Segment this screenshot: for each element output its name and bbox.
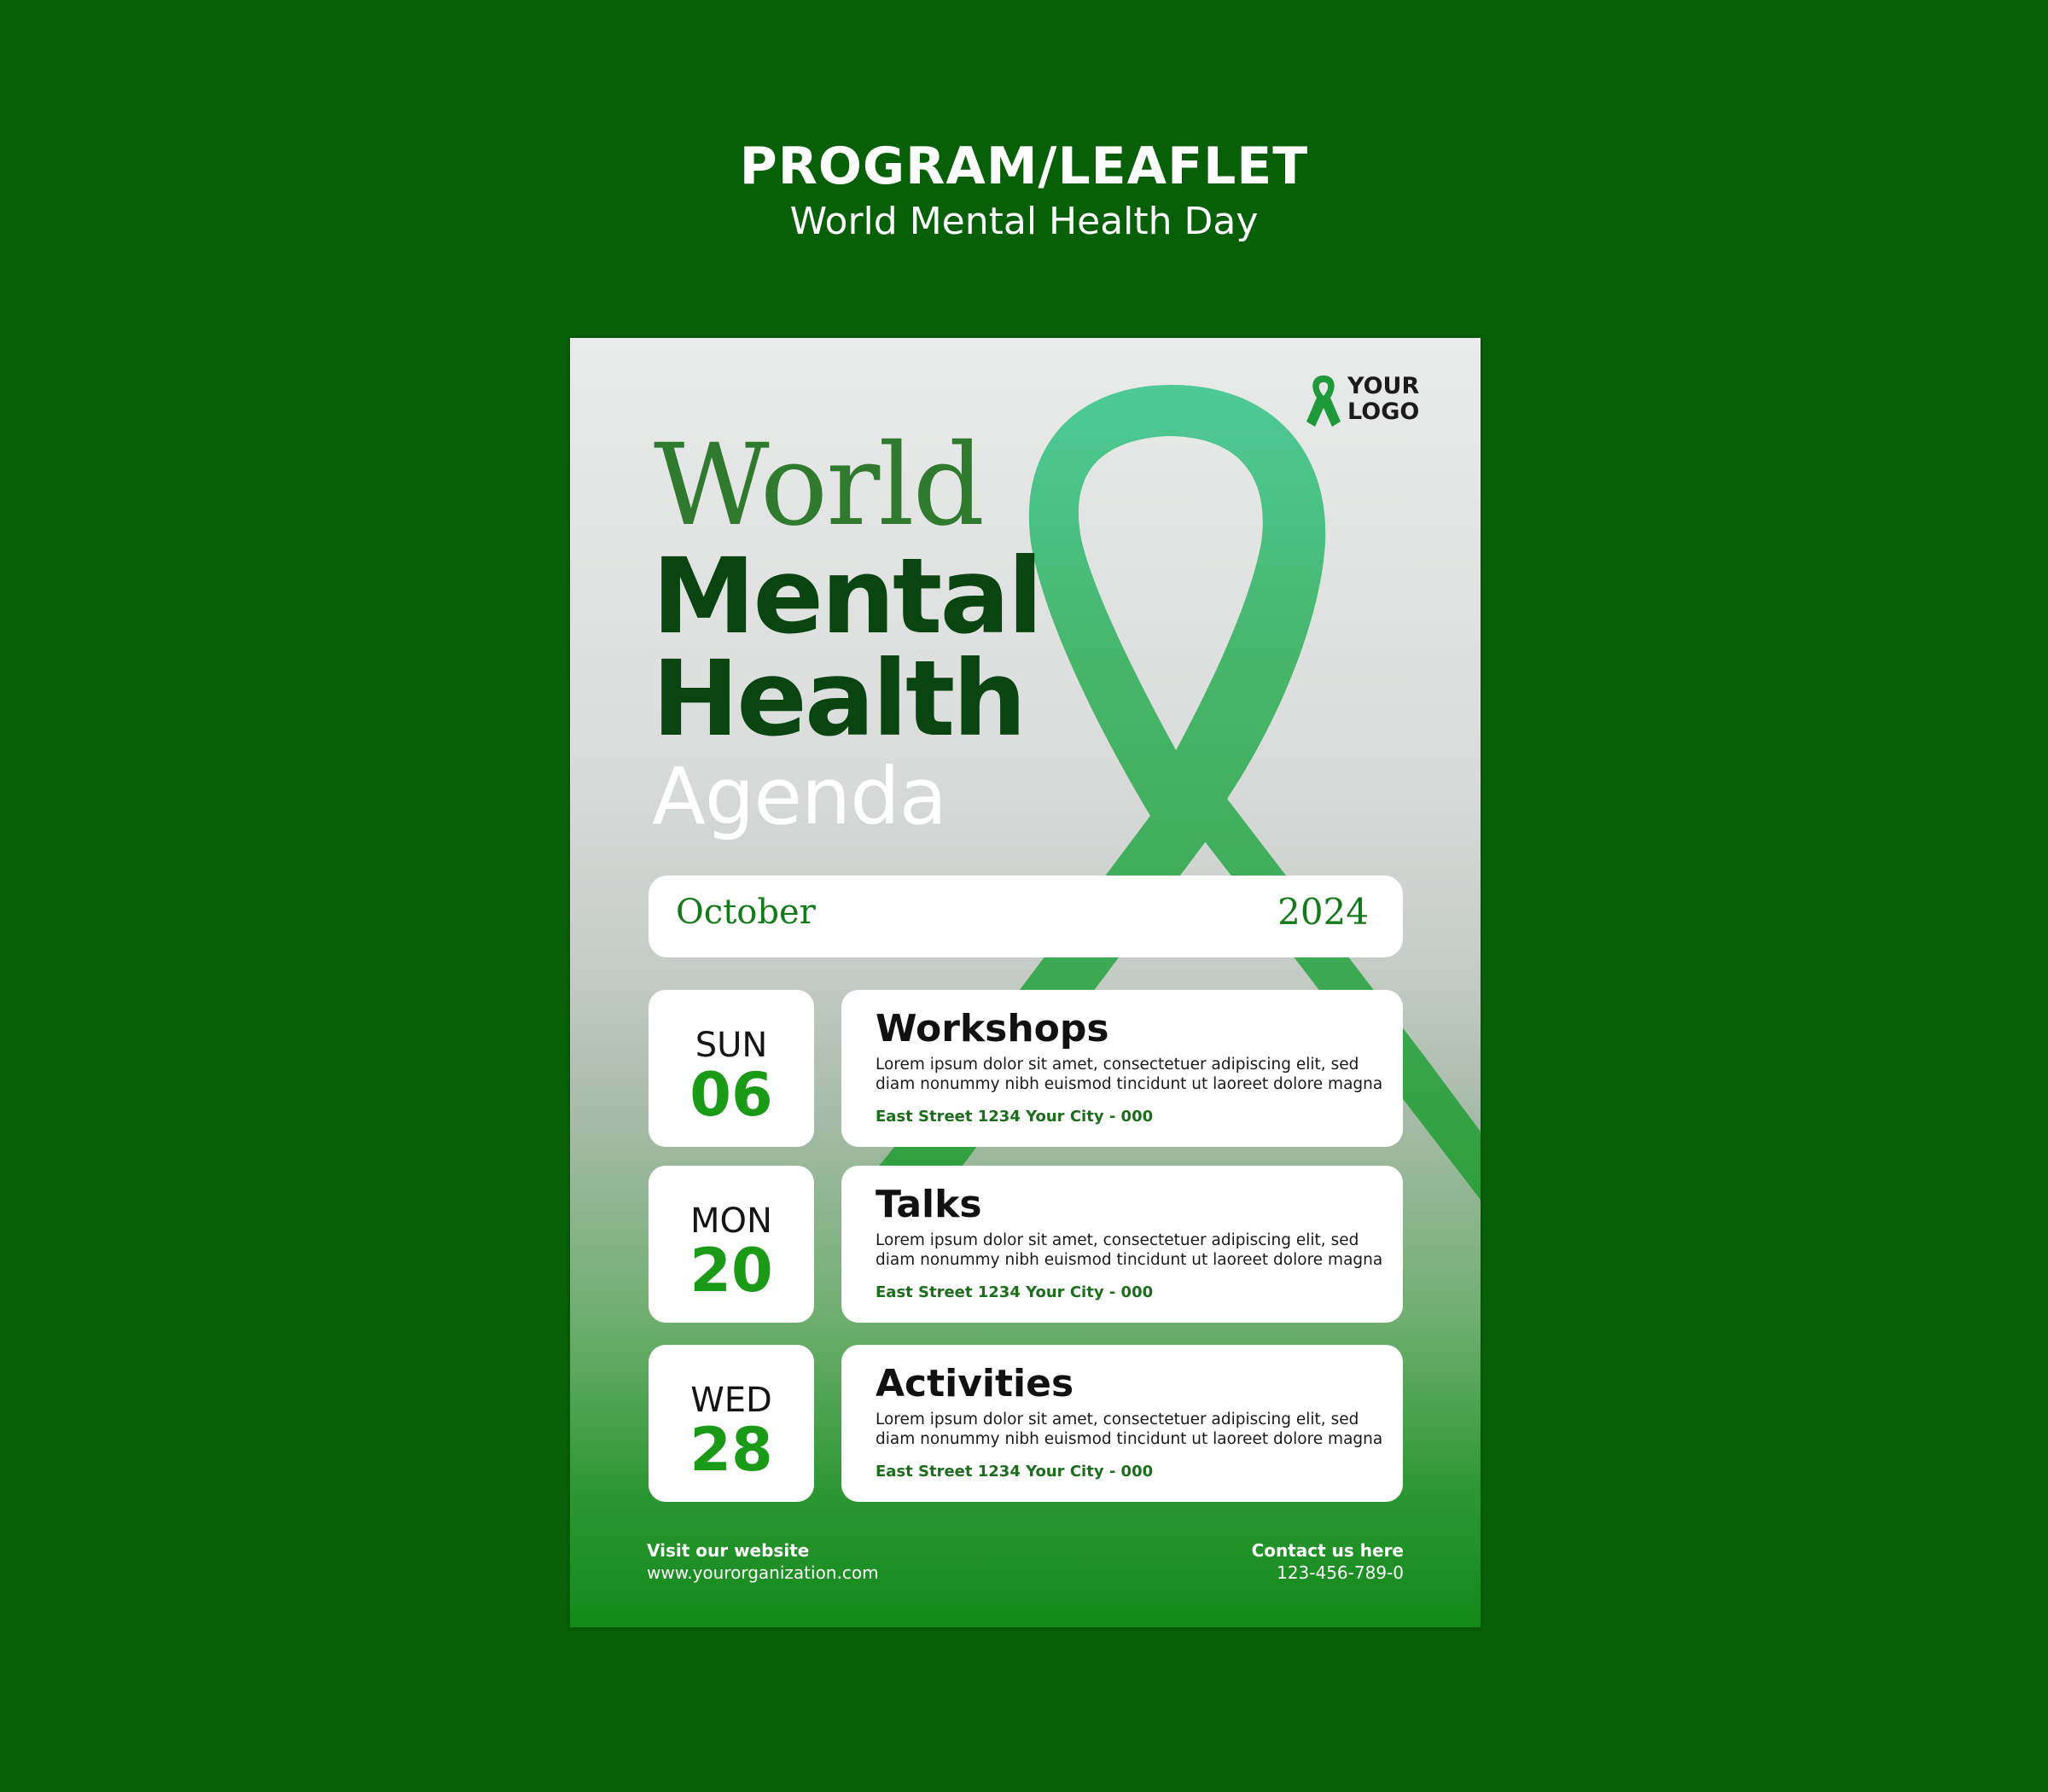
month-bar — [649, 876, 1403, 957]
day-name: SUN — [695, 1026, 768, 1065]
event-address: East Street 1234 Your City - 000 — [876, 1283, 1154, 1301]
event-address: East Street 1234 Your City - 000 — [876, 1108, 1154, 1126]
title-health: Health — [652, 638, 1025, 759]
event-description: Lorem ipsum dolor sit amet, consectetuer adipiscing elit, sed diam nonummy nibh euismod tincidunt ut laoreet dolore magna — [876, 1231, 1383, 1269]
page-subtitle: World Mental Health Day — [789, 200, 1259, 243]
day-card — [649, 1345, 814, 1502]
day-name: WED — [690, 1381, 772, 1420]
website-label: Visit our website — [647, 1540, 810, 1561]
event-card — [841, 990, 1403, 1147]
month-label: October — [676, 893, 816, 932]
event-title: Workshops — [876, 1007, 1109, 1050]
title-world: World — [654, 420, 983, 551]
day-number: 06 — [689, 1060, 773, 1130]
title-agenda: Agenda — [652, 751, 947, 842]
event-title: Activities — [876, 1362, 1074, 1405]
website-link[interactable]: www.yourorganization.com — [647, 1562, 879, 1583]
ribbon-icon — [1305, 372, 1342, 433]
event-card — [841, 1345, 1403, 1502]
day-number: 28 — [689, 1415, 773, 1485]
day-number: 20 — [689, 1236, 773, 1306]
footer-website — [647, 1539, 879, 1584]
contact-label: Contact us here — [1251, 1540, 1404, 1561]
event-card — [841, 1166, 1403, 1323]
event-title: Talks — [876, 1183, 982, 1226]
day-name: MON — [690, 1201, 772, 1241]
day-card — [649, 990, 814, 1147]
phone-number[interactable]: 123-456-789-0 — [1277, 1562, 1404, 1583]
day-card — [649, 1166, 814, 1323]
title-mental: Mental — [652, 536, 1041, 657]
leaflet — [570, 338, 1481, 1627]
page-title: PROGRAM/LEAFLET — [739, 137, 1309, 196]
footer-contact — [1252, 1539, 1404, 1584]
event-description: Lorem ipsum dolor sit amet, consectetuer adipiscing elit, sed diam nonummy nibh euismod tincidunt ut laoreet dolore magna — [876, 1411, 1383, 1448]
logo — [1305, 370, 1424, 439]
event-address: East Street 1234 Your City - 000 — [876, 1463, 1154, 1481]
year-label: 2024 — [1277, 891, 1369, 933]
event-description: Lorem ipsum dolor sit amet, consectetuer adipiscing elit, sed diam nonummy nibh euismod tincidunt ut laoreet dolore magna — [876, 1056, 1383, 1093]
logo-text: YOUR LOGO — [1347, 373, 1420, 425]
